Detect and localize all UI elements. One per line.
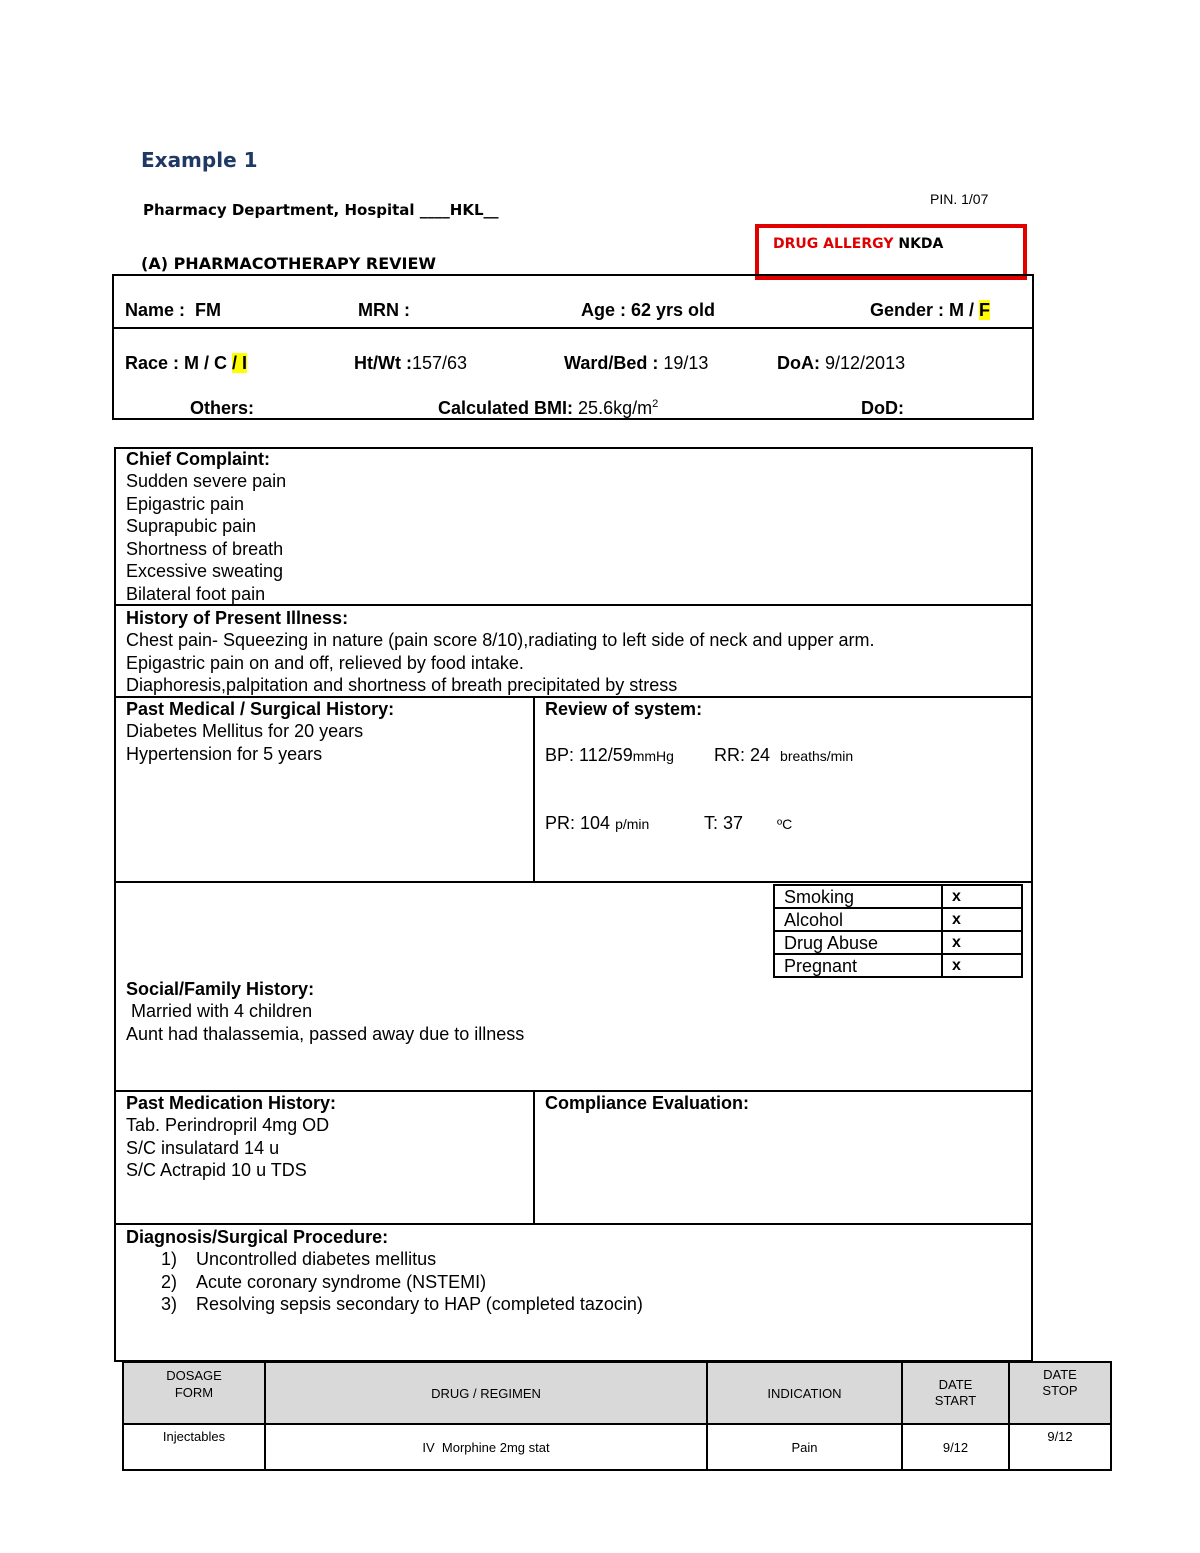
compliance-title: Compliance Evaluation:	[545, 1093, 750, 1113]
cell-date-start: 9/12	[902, 1424, 1009, 1470]
ros-bp: BP: 112/59mmHg	[545, 745, 674, 765]
header-indication: INDICATION	[707, 1362, 902, 1424]
drug-allergy-label: DRUG ALLERGY	[773, 236, 894, 252]
habit-row	[774, 931, 1022, 954]
cell-date-stop: 9/12	[1009, 1424, 1111, 1470]
ward-field: Ward/Bed : 19/13	[564, 353, 709, 373]
medication-header-row	[123, 1362, 1111, 1424]
cell-dosage-form: Injectables	[123, 1424, 265, 1470]
department-line: Pharmacy Department, Hospital ____HKL__	[143, 201, 499, 219]
patient-info-divider	[112, 327, 1034, 329]
hpi-section	[126, 608, 874, 697]
habits-table	[773, 884, 1023, 978]
cell-indication: Pain	[707, 1424, 902, 1470]
divider-social	[114, 1090, 1033, 1092]
gender-field: Gender : M / F	[870, 300, 991, 320]
name-field: Name : FM	[125, 300, 222, 320]
diagnosis-item: 3) Resolving sepsis secondary to HAP (completed tazocin)	[161, 1294, 643, 1314]
age-field: Age : 62 yrs old	[581, 300, 716, 320]
mrn-field: MRN :	[358, 300, 410, 320]
habit-value: x	[942, 954, 1022, 977]
doa-field: DoA: 9/12/2013	[777, 353, 906, 373]
chief-complaint-item: Shortness of breath	[126, 538, 284, 559]
header-date-stop: DATE STOP	[1009, 1362, 1111, 1424]
habit-label: Pregnant	[774, 954, 942, 977]
pmh-section	[126, 699, 394, 765]
race-field: Race : M / C / I	[125, 353, 248, 373]
bmi-field: Calculated BMI: $25.6kg/m^2$	[438, 398, 659, 418]
medication-row	[123, 1424, 1111, 1470]
ros-pr: PR: 104 p/min	[545, 813, 650, 833]
pmh-line: Diabetes Mellitus for 20 years	[126, 721, 364, 741]
social-section	[126, 979, 524, 1045]
header-dosage-form: DOSAGE FORM	[123, 1362, 265, 1424]
social-title: Social/Family History:	[126, 979, 315, 999]
chief-complaint-item: Sudden severe pain	[126, 471, 287, 491]
review-title: (A) PHARMACOTHERAPY REVIEW	[141, 254, 437, 273]
ros-rr: RR: 24 breaths/min	[714, 745, 854, 765]
ros-title: Review of system:	[545, 699, 703, 719]
diagnosis-section	[126, 1227, 643, 1316]
vertical-divider-meds	[533, 1090, 535, 1225]
past-meds-section	[126, 1093, 336, 1182]
habit-value: x	[942, 885, 1022, 908]
others-underline	[190, 418, 324, 419]
diagnosis-item: 1) Uncontrolled diabetes mellitus	[161, 1249, 437, 1269]
chief-complaint-item: Excessive sweating	[126, 561, 284, 581]
vertical-divider-pmh	[533, 696, 535, 883]
past-meds-line: S/C insulatard 14 u	[126, 1137, 280, 1158]
past-meds-line: Tab. Perindropril 4mg OD	[126, 1115, 330, 1135]
habit-label: Drug Abuse	[774, 931, 942, 954]
htwt-field: Ht/Wt :157/63	[354, 353, 468, 373]
chief-complaint-title: Chief Complaint:	[126, 449, 270, 469]
chief-complaint-item: Suprapubic pain	[126, 516, 257, 536]
header-drug-regimen: DRUG / REGIMEN	[265, 1362, 707, 1424]
habit-row	[774, 908, 1022, 931]
cell-drug-regimen: IV Morphine 2mg stat	[265, 1424, 707, 1470]
document-title: Example 1	[141, 148, 258, 172]
divider-pmh	[114, 881, 1033, 883]
chief-complaint-section	[126, 449, 286, 605]
past-meds-title: Past Medication History:	[126, 1093, 337, 1113]
pmh-line: Hypertension for 5 years	[126, 743, 323, 764]
pmh-title: Past Medical / Surgical History:	[126, 699, 395, 719]
past-meds-line: S/C Actrapid 10 u TDS	[126, 1160, 307, 1180]
drug-allergy-box	[755, 224, 1027, 280]
hpi-line: Epigastric pain on and off, relieved by food intake.	[126, 652, 524, 673]
diagnosis-title: Diagnosis/Surgical Procedure:	[126, 1227, 389, 1247]
habit-value: x	[942, 931, 1022, 954]
chief-complaint-item: Epigastric pain	[126, 493, 245, 514]
habit-row	[774, 885, 1022, 908]
pin-number: PIN. 1/07	[930, 191, 989, 207]
header-date-start: DATE START	[902, 1362, 1009, 1424]
medication-table	[122, 1361, 1112, 1471]
hpi-title: History of Present Illness:	[126, 608, 349, 628]
divider-meds	[114, 1223, 1033, 1225]
habit-label: Alcohol	[774, 908, 942, 931]
habit-value: x	[942, 908, 1022, 931]
hpi-line: Chest pain- Squeezing in nature (pain score 8/10),radiating to left side of neck and upper arm.	[126, 630, 875, 650]
social-line: Aunt had thalassemia, passed away due to illness	[126, 1023, 525, 1044]
ros-temp: T: 37	[704, 813, 744, 833]
chief-complaint-item: Bilateral foot pain	[126, 583, 266, 604]
habit-row	[774, 954, 1022, 977]
dod-field: DoD:	[861, 398, 904, 418]
diagnosis-item: 2) Acute coronary syndrome (NSTEMI)	[161, 1271, 487, 1292]
drug-allergy-value: NKDA	[898, 236, 944, 252]
ros-temp-unit: ºC	[777, 816, 793, 832]
race-selected: / I	[232, 353, 248, 373]
habit-label: Smoking	[774, 885, 942, 908]
social-line: Married with 4 children	[126, 1001, 313, 1021]
others-field: Others:	[190, 398, 255, 418]
hpi-line: Diaphoresis,palpitation and shortness of breath precipitated by stress	[126, 675, 678, 695]
gender-selected: F	[979, 300, 991, 320]
